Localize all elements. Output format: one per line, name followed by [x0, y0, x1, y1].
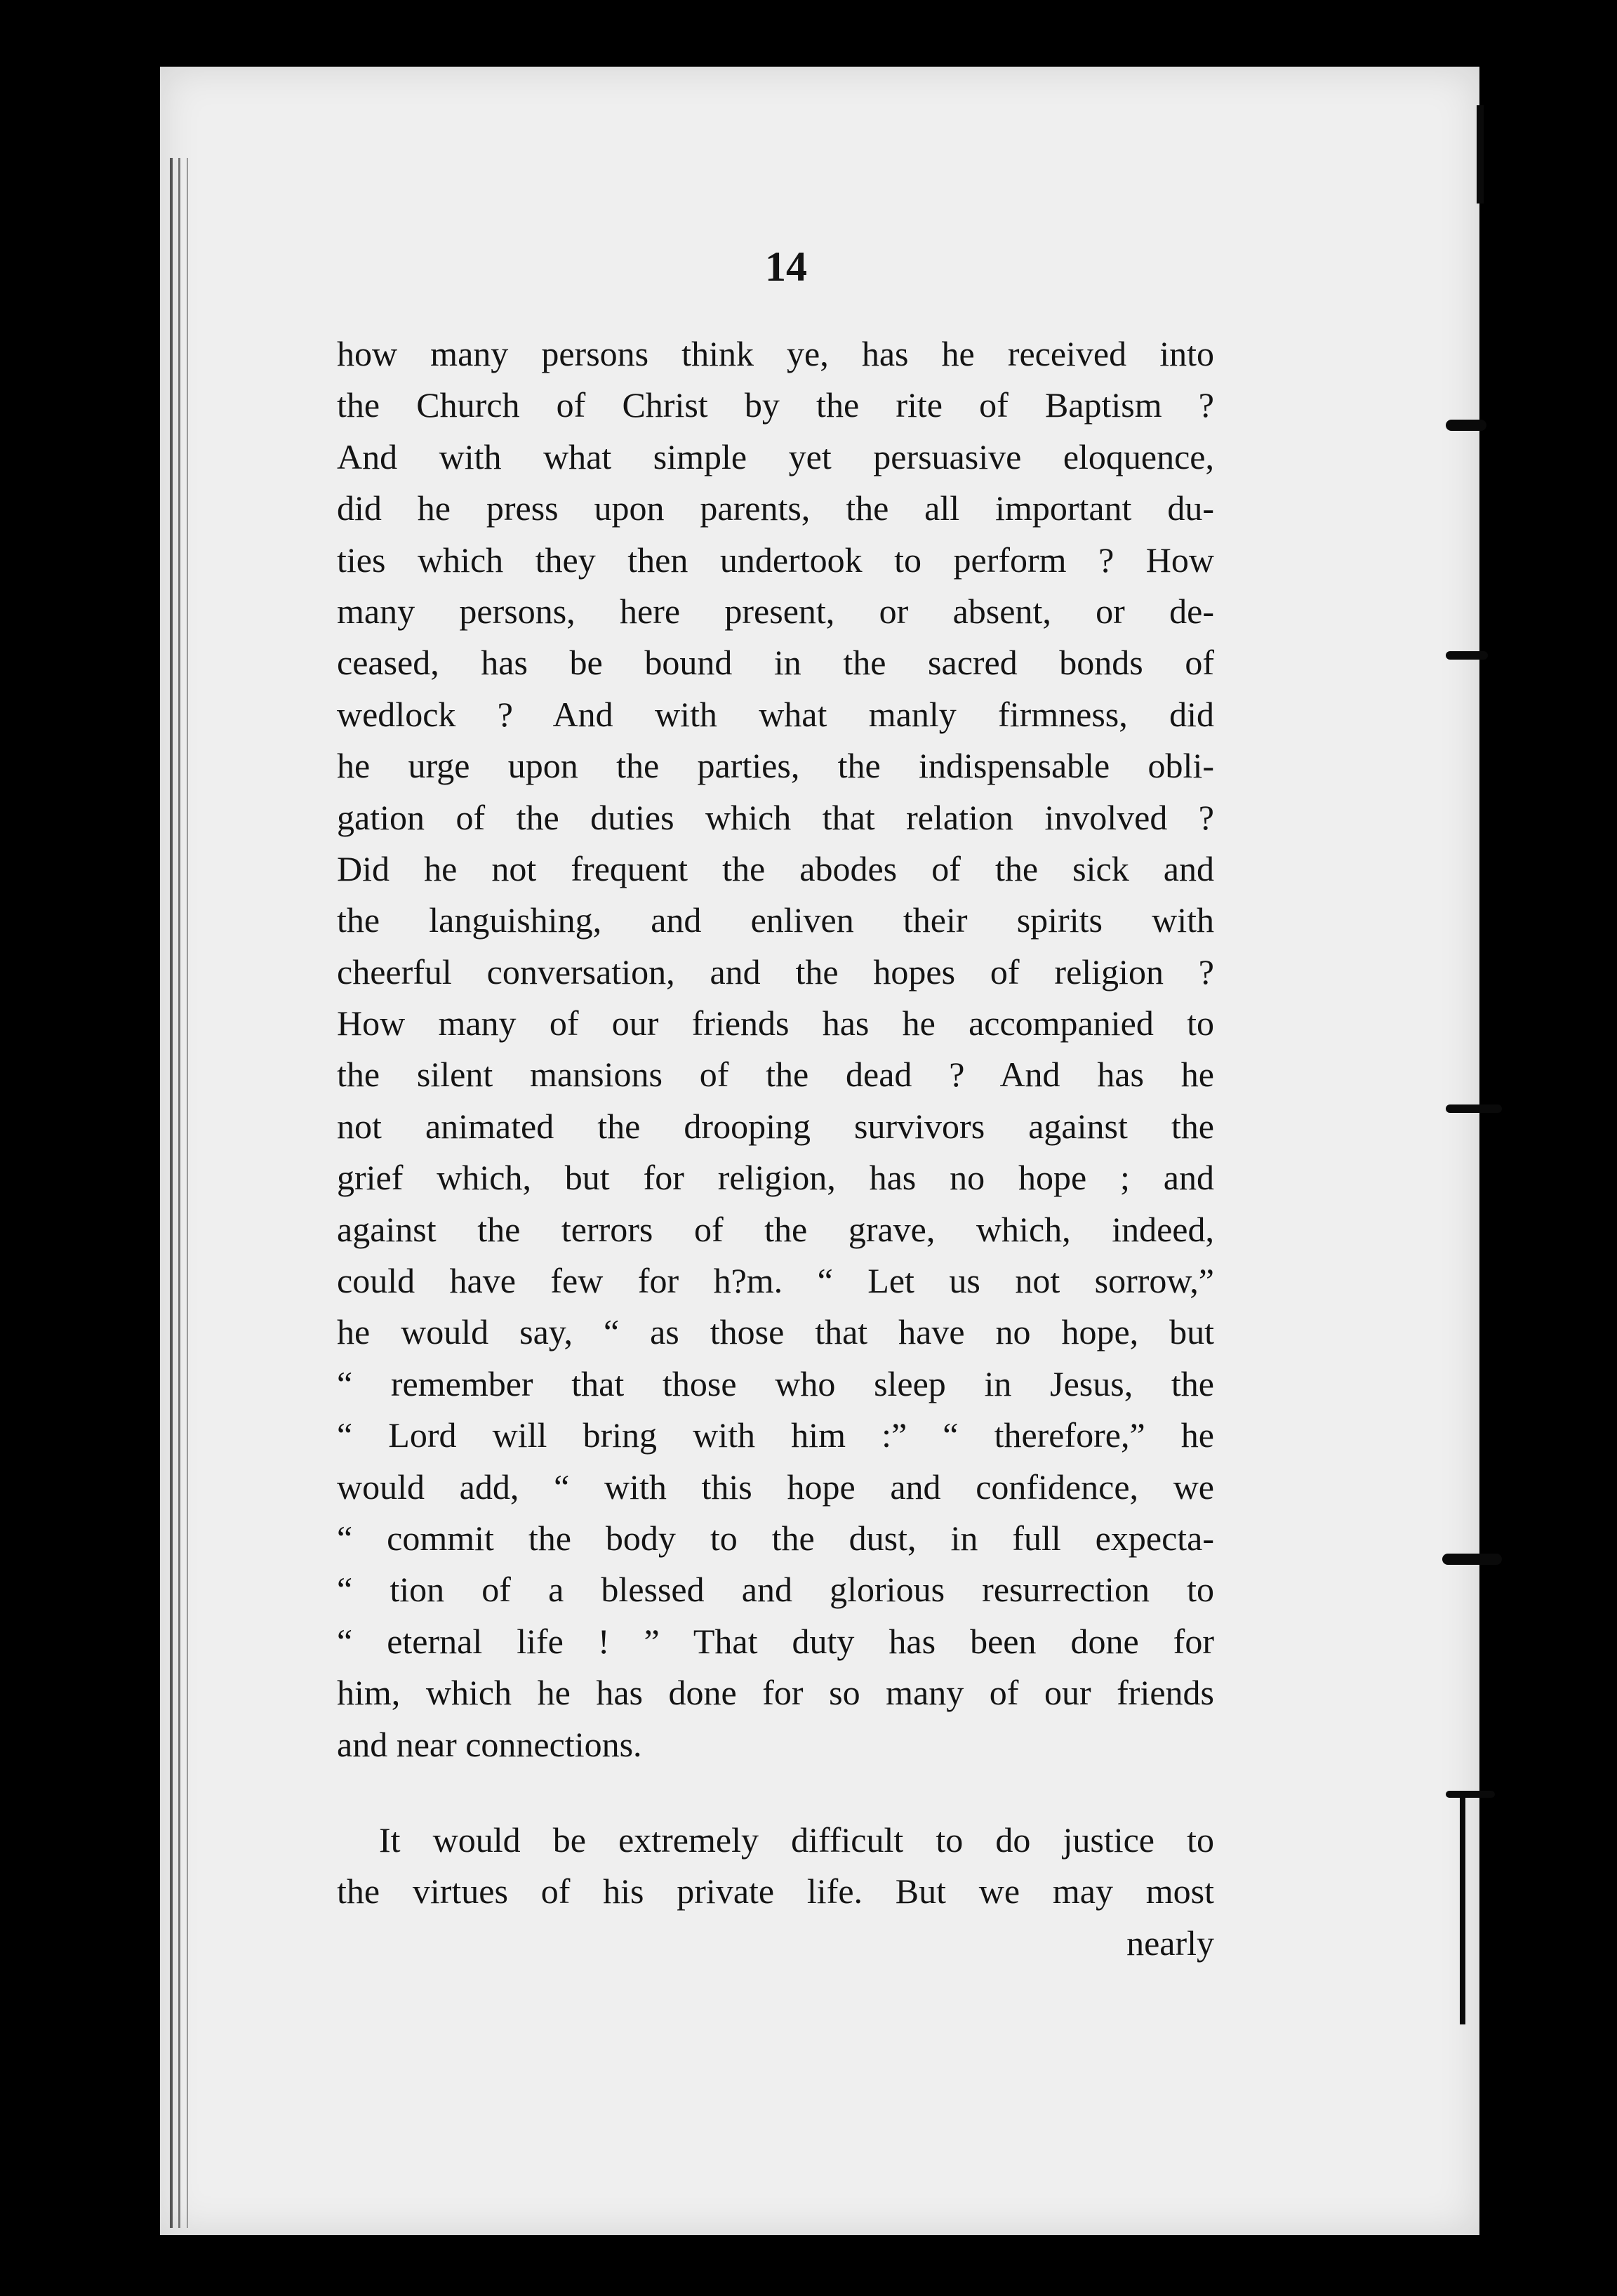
text-line: “ commit the body to the dust, in full expecta- — [337, 1518, 1214, 1558]
text-line: ceased, has be bound in the sacred bonds of — [337, 643, 1214, 683]
text-line: It would be extremely difficult to do justice to — [379, 1820, 1214, 1860]
page-edge-line — [178, 158, 180, 2228]
text-line: the Church of Christ by the rite of Baptism ? — [337, 385, 1214, 425]
text-line: the silent mansions of the dead ? And has he — [337, 1055, 1214, 1095]
text-line: cheerful conversation, and the hopes of religion ? — [337, 952, 1214, 992]
text-line: gation of the duties which that relation involved ? — [337, 797, 1214, 837]
text-line: not animated the drooping survivors against the — [337, 1106, 1214, 1146]
text-line: And with what simple yet persuasive eloquence, — [337, 436, 1214, 476]
text-line: the virtues of his private life. But we may most — [337, 1871, 1214, 1911]
page-edge-line — [187, 158, 188, 2228]
text-line: How many of our friends has he accompanied to — [337, 1003, 1214, 1043]
binding-mark — [1446, 1791, 1495, 1798]
text-line: him, which he has done for so many of our friends — [337, 1673, 1214, 1713]
text-line: wedlock ? And with what manly firmness, did — [337, 694, 1214, 734]
binding-mark — [1460, 1793, 1465, 2024]
text-line: many persons, here present, or absent, or de- — [337, 591, 1214, 631]
catchword: nearly — [1126, 1923, 1214, 1963]
body-text — [337, 328, 1214, 1969]
binding-mark — [1446, 1104, 1502, 1113]
text-line: “ remember that those who sleep in Jesus, the — [337, 1363, 1214, 1403]
text-line: ties which they then undertook to perform ? How — [337, 540, 1214, 580]
text-line: how many persons think ye, has he received into — [337, 334, 1214, 373]
text-line: “ tion of a blessed and glorious resurrection to — [337, 1570, 1214, 1610]
text-line: against the terrors of the grave, which, indeed, — [337, 1209, 1214, 1249]
page-edge-line — [170, 158, 173, 2228]
text-line: he would say, “ as those that have no hope, but — [337, 1312, 1214, 1352]
text-line: “ eternal life ! ” That duty has been done for — [337, 1621, 1214, 1661]
binding-mark — [1446, 651, 1488, 660]
text-line: could have few for h?m. “ Let us not sorrow,” — [337, 1261, 1214, 1301]
text-line: grief which, but for religion, has no hope ; and — [337, 1158, 1214, 1198]
binding-mark — [1442, 1554, 1502, 1565]
text-line: the languishing, and enliven their spirits with — [337, 900, 1214, 940]
text-line: “ Lord will bring with him :” “ therefore,” he — [337, 1415, 1214, 1455]
text-line: Did he not frequent the abodes of the sick and — [337, 848, 1214, 888]
text-line: and near connections. — [337, 1724, 642, 1764]
text-line: would add, “ with this hope and confidence, we — [337, 1467, 1214, 1507]
text-line: did he press upon parents, the all important du- — [337, 488, 1214, 528]
text-line: he urge upon the parties, the indispensable obli- — [337, 746, 1214, 786]
binding-mark — [1446, 420, 1486, 431]
page-number: 14 — [765, 243, 807, 290]
binding-mark — [1477, 105, 1484, 203]
